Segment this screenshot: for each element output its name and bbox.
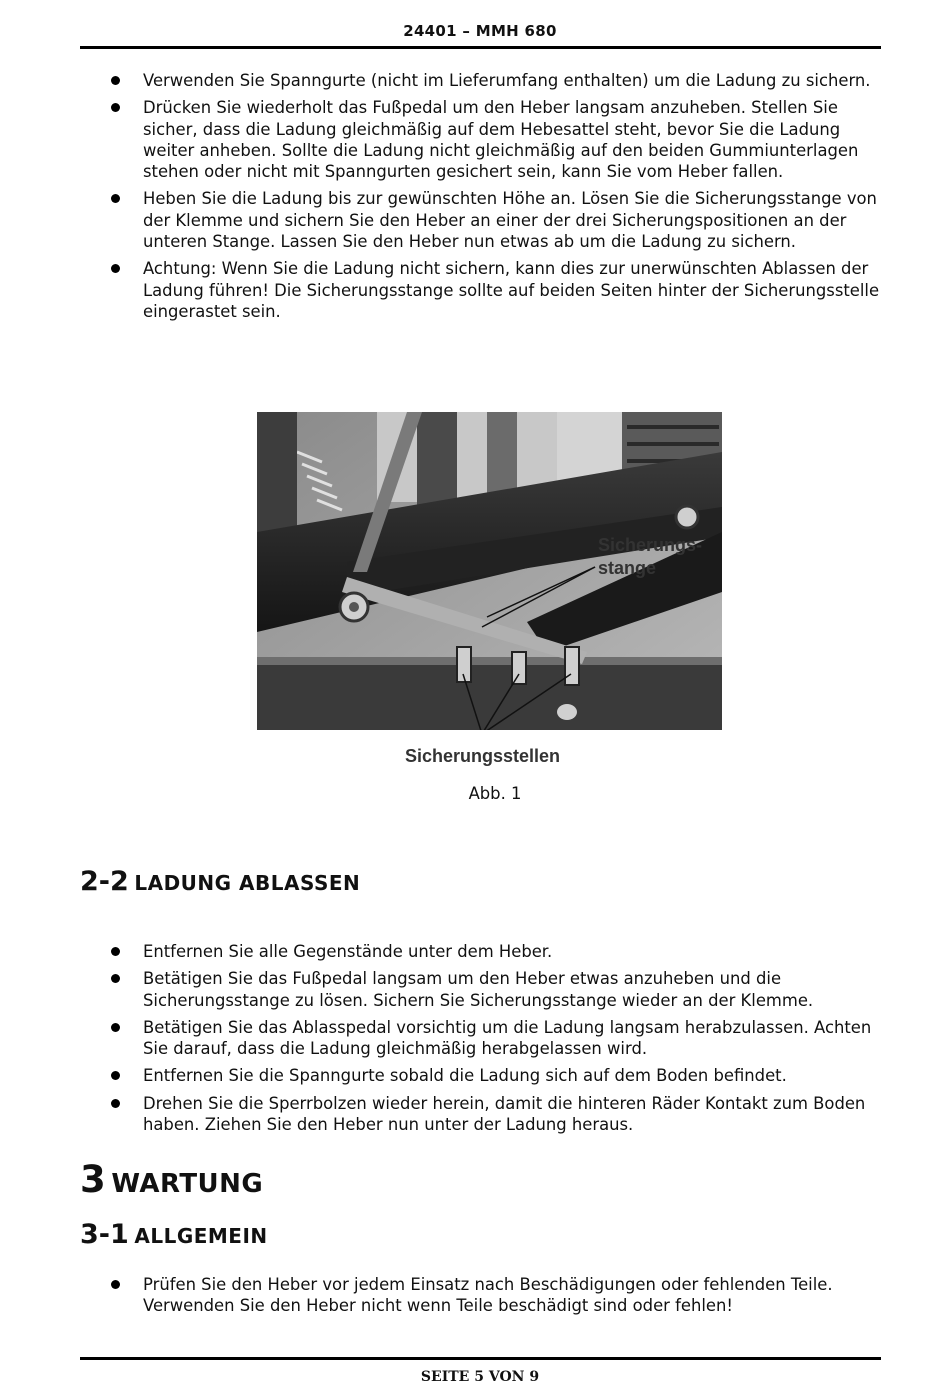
- bullet-icon: [111, 264, 120, 273]
- figure-label-rod-line1: Sicherungs-: [598, 535, 703, 555]
- bullet-icon: [111, 947, 120, 956]
- section-title: ALLGEMEIN: [134, 1224, 268, 1248]
- section-title: WARTUNG: [111, 1169, 264, 1199]
- figure-label-rod-line2: stange: [598, 558, 657, 578]
- list-item: Entfernen Sie alle Gegenstände unter dem Heber.: [80, 941, 880, 962]
- list-item: Verwenden Sie Spanngurte (nicht im Lieferumfang enthalten) um die Ladung zu sichern.: [80, 70, 880, 91]
- instruction-list-lifting: [80, 70, 880, 322]
- bullet-icon: [111, 103, 120, 112]
- section-heading-3: [80, 1158, 263, 1201]
- section-heading-3-1: [80, 1219, 268, 1250]
- list-item: Betätigen Sie das Fußpedal langsam um den Heber etwas anzuheben und die Sicherungsstange zu lösen. Sichern Sie Sicherungsstange wieder an der Klemme.: [80, 968, 880, 1011]
- section-number: 3: [80, 1158, 106, 1201]
- bullet-icon: [111, 1071, 120, 1080]
- section-number: 3-1: [80, 1219, 129, 1250]
- figure-label-safety-points: Sicherungsstellen: [405, 746, 561, 766]
- section-title: LADUNG ABLASSEN: [134, 871, 361, 895]
- list-item: Drehen Sie die Sperrbolzen wieder herein, damit die hinteren Räder Kontakt zum Boden haben. Ziehen Sie den Heber nun unter der Ladung heraus.: [80, 1093, 880, 1136]
- list-item: Heben Sie die Ladung bis zur gewünschten Höhe an. Lösen Sie die Sicherungsstange von der Klemme und sichern Sie den Heber an einer der drei Sicherungspositionen an der unteren Stange. Lassen Sie den Heber nun etwas ab um die Ladung zu sichern.: [80, 188, 880, 252]
- list-item: Prüfen Sie den Heber vor jedem Einsatz nach Beschädigungen oder fehlenden Teile. Verwenden Sie den Heber nicht wenn Teile beschädigt sind oder fehlen!: [80, 1274, 880, 1317]
- document-header-title: 24401 – MMH 680: [403, 22, 557, 40]
- instruction-list-maintenance: [80, 1274, 880, 1317]
- bullet-icon: [111, 194, 120, 203]
- list-item: Entfernen Sie die Spanngurte sobald die Ladung sich auf dem Boden befindet.: [80, 1065, 880, 1086]
- footer-rule: [80, 1357, 881, 1360]
- header-rule: [80, 46, 881, 49]
- bullet-icon: [111, 1280, 120, 1289]
- list-item: Drücken Sie wiederholt das Fußpedal um den Heber langsam anzuheben. Stellen Sie sicher, dass die Ladung gleichmäßig auf dem Hebesattel steht, bevor Sie die Ladung weiter anheben. Sollte die Ladung nicht gleichmäßig auf den beiden Gummiunterlagen stehen oder nicht mit Spanngurten gesichert sein, kann Sie vom Heber fallen.: [80, 97, 880, 182]
- bullet-icon: [111, 1099, 120, 1108]
- figure-caption: Abb. 1: [468, 784, 522, 803]
- list-item: Achtung: Wenn Sie die Ladung nicht sichern, kann dies zur unerwünschten Ablassen der Ladung führen! Die Sicherungsstange sollte auf beiden Seiten hinter der Sicherungsstelle eingerastet sein.: [80, 258, 880, 322]
- section-number: 2-2: [80, 866, 129, 897]
- section-heading-2-2: [80, 866, 360, 897]
- list-item: Betätigen Sie das Ablasspedal vorsichtig um die Ladung langsam herabzulassen. Achten Sie darauf, dass die Ladung gleichmäßig herabgelassen wird.: [80, 1017, 880, 1060]
- bullet-icon: [111, 76, 120, 85]
- bullet-icon: [111, 974, 120, 983]
- instruction-list-lowering: [80, 941, 880, 1135]
- bullet-icon: [111, 1023, 120, 1032]
- page-number: SEITE 5 VON 9: [420, 1369, 540, 1385]
